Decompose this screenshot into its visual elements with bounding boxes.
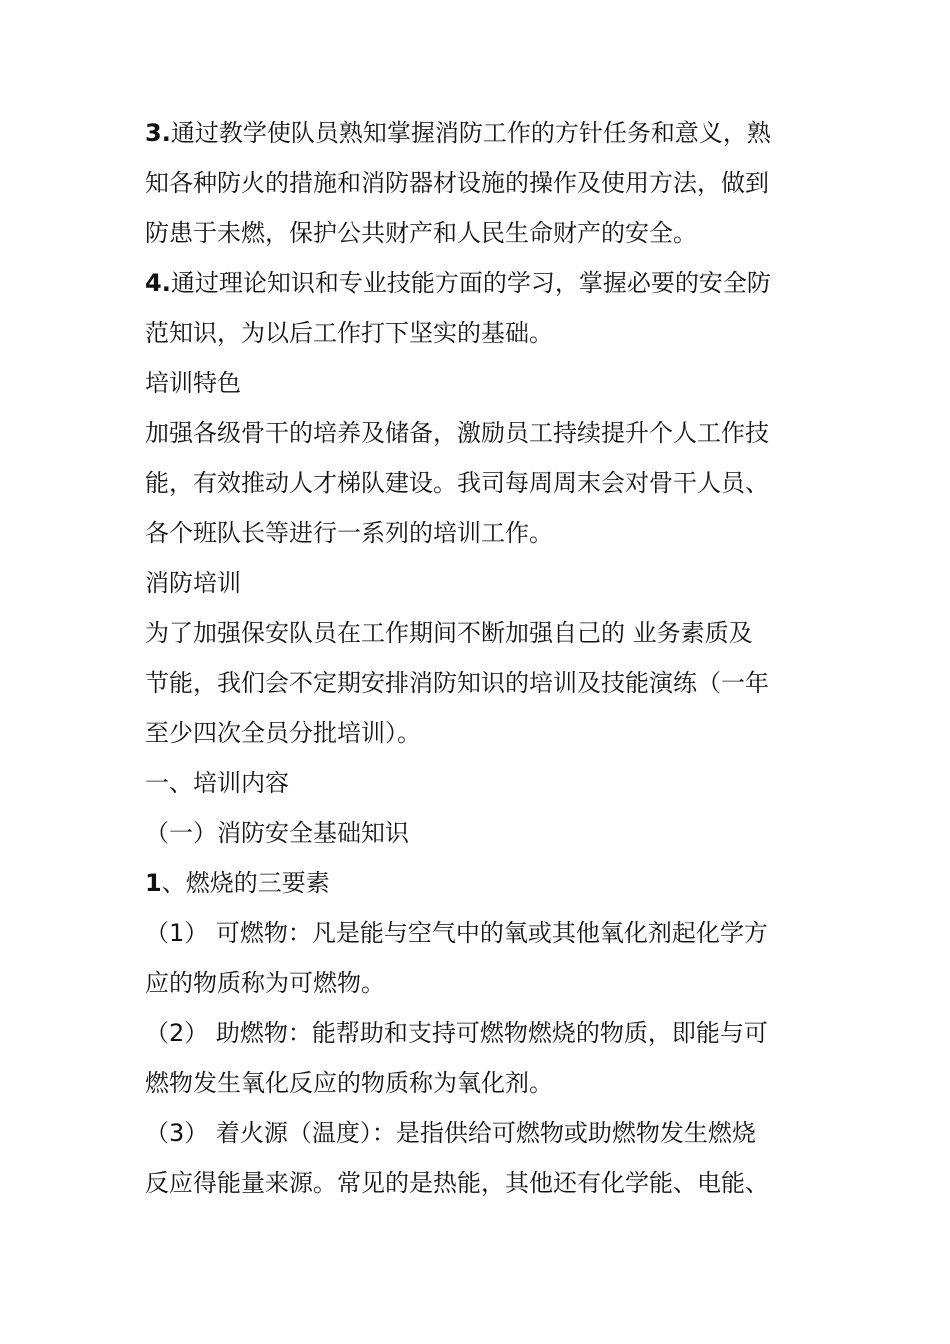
paragraph bbox=[145, 1008, 835, 1108]
paragraph bbox=[145, 358, 835, 408]
line-text: （1） 可燃物：凡是能与空气中的氧或其他氧化剂起化学方 bbox=[145, 919, 768, 947]
text-line bbox=[145, 908, 835, 958]
line-text: 消防培训 bbox=[145, 569, 241, 597]
text-line bbox=[145, 458, 835, 508]
line-text: 各个班队长等进行一系列的培训工作。 bbox=[145, 519, 553, 547]
list-number: 3. bbox=[145, 119, 171, 147]
line-text: 应的物质称为可燃物。 bbox=[145, 969, 385, 997]
paragraph bbox=[145, 1108, 835, 1208]
line-text: 、燃烧的三要素 bbox=[161, 869, 330, 897]
paragraph bbox=[145, 908, 835, 1008]
paragraph bbox=[145, 108, 835, 258]
line-text: （一）消防安全基础知识 bbox=[145, 819, 409, 847]
line-text: 知各种防火的措施和消防器材设施的操作及使用方法，做到 bbox=[145, 169, 769, 197]
text-line bbox=[145, 1108, 835, 1158]
line-text: 一、培训内容 bbox=[145, 769, 289, 797]
line-text: 为了加强保安队员在工作期间不断加强自己的 业务素质及 bbox=[145, 619, 753, 647]
text-line bbox=[145, 708, 835, 758]
line-text: 反应得能量来源。常见的是热能，其他还有化学能、电能、 bbox=[145, 1169, 769, 1197]
text-line bbox=[145, 408, 835, 458]
list-number: 4. bbox=[145, 269, 171, 297]
paragraph bbox=[145, 558, 835, 608]
line-text: （2） 助燃物：能帮助和支持可燃物燃烧的物质，即能与可 bbox=[145, 1019, 768, 1047]
text-line bbox=[145, 158, 835, 208]
line-text: （3） 着火源（温度）：是指供给可燃物或助燃物发生燃烧 bbox=[145, 1119, 756, 1147]
text-line bbox=[145, 108, 835, 158]
text-line bbox=[145, 358, 835, 408]
line-text: 节能，我们会不定期安排消防知识的培训及技能演练（一年 bbox=[145, 669, 769, 697]
text-line bbox=[145, 858, 835, 908]
paragraph bbox=[145, 758, 835, 808]
line-text: 燃物发生氧化反应的物质称为氧化剂。 bbox=[145, 1069, 553, 1097]
line-text: 通过理论知识和专业技能方面的学习，掌握必要的安全防 bbox=[170, 269, 771, 297]
paragraph bbox=[145, 808, 835, 858]
text-line bbox=[145, 808, 835, 858]
text-line bbox=[145, 1008, 835, 1058]
paragraph bbox=[145, 258, 835, 358]
text-line bbox=[145, 508, 835, 558]
line-text: 防患于未燃，保护公共财产和人民生命财产的安全。 bbox=[145, 219, 697, 247]
document-body bbox=[145, 108, 835, 1208]
line-text: 加强各级骨干的培养及储备，激励员工持续提升个人工作技 bbox=[145, 419, 769, 447]
line-text: 通过教学使队员熟知掌握消防工作的方针任务和意义，熟 bbox=[170, 119, 771, 147]
line-text: 至少四次全员分批培训）。 bbox=[145, 719, 421, 747]
text-line bbox=[145, 658, 835, 708]
text-line bbox=[145, 608, 835, 658]
paragraph bbox=[145, 858, 835, 908]
text-line bbox=[145, 258, 835, 308]
text-line bbox=[145, 758, 835, 808]
line-text: 能，有效推动人才梯队建设。我司每周周末会对骨干人员、 bbox=[145, 469, 769, 497]
text-line bbox=[145, 308, 835, 358]
line-text: 范知识，为以后工作打下坚实的基础。 bbox=[145, 319, 553, 347]
list-number: 1 bbox=[145, 869, 162, 897]
text-line bbox=[145, 958, 835, 1008]
text-line bbox=[145, 1158, 835, 1208]
text-line bbox=[145, 208, 835, 258]
line-text: 培训特色 bbox=[145, 369, 241, 397]
paragraph bbox=[145, 408, 835, 558]
text-line bbox=[145, 558, 835, 608]
paragraph bbox=[145, 608, 835, 758]
text-line bbox=[145, 1058, 835, 1108]
